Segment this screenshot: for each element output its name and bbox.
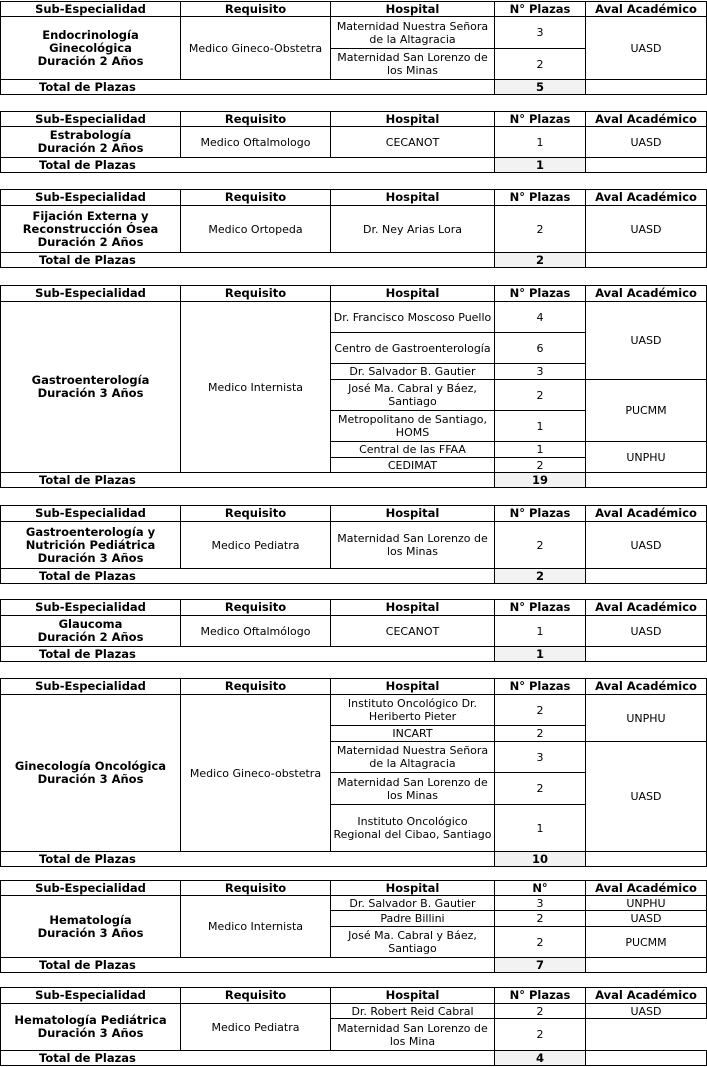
total-aval-empty: [586, 473, 707, 488]
total-value: 10: [495, 852, 586, 867]
total-row: [1, 958, 707, 973]
specialty-name: [1, 695, 181, 852]
plazas-cell: 3: [495, 896, 586, 911]
specialty-block: [0, 111, 706, 173]
specialty-line: Duración 3 Años: [37, 550, 144, 565]
specialty-line: Duración 2 Años: [37, 53, 144, 68]
hospital-cell: Maternidad San Lorenzo de los Minas: [331, 49, 495, 80]
hospital-cell: Maternidad San Lorenzo de los Minas: [331, 522, 495, 569]
header-sub-especialidad: Sub-Especialidad: [1, 190, 181, 206]
table-row: [1, 896, 707, 911]
header-aval: Aval Académico: [586, 600, 707, 616]
header-hospital: Hospital: [331, 600, 495, 616]
header-sub-especialidad: Sub-Especialidad: [1, 506, 181, 522]
table-header-row: [1, 190, 707, 206]
hospital-cell: Central de las FFAA: [331, 442, 495, 458]
total-aval-empty: [586, 958, 707, 973]
aval-cell: UASD: [586, 302, 707, 380]
total-row: [1, 852, 707, 867]
header-plazas: N° Plazas: [495, 506, 586, 522]
header-plazas: N° Plazas: [495, 679, 586, 695]
total-aval-empty: [586, 1051, 707, 1066]
specialty-line: Duración 3 Años: [37, 1026, 144, 1040]
aval-cell: UASD: [586, 911, 707, 927]
aval-cell: UASD: [586, 742, 707, 852]
aval-cell: UASD: [586, 1004, 707, 1019]
total-value: 5: [495, 80, 586, 95]
total-spacer: [181, 473, 495, 488]
requisito-cell: Medico Pediatra: [181, 1004, 331, 1051]
table-row: [1, 695, 707, 726]
header-plazas: N° Plazas: [495, 112, 586, 127]
table-row: [1, 302, 707, 333]
header-hospital: Hospital: [331, 2, 495, 17]
aval-cell: UNPHU: [586, 896, 707, 911]
hospital-cell: CEDIMAT: [331, 458, 495, 473]
header-hospital: Hospital: [331, 988, 495, 1004]
specialty-block: [0, 599, 706, 662]
aval-cell: UASD: [586, 206, 707, 253]
hospital-cell: Metropolitano de Santiago, HOMS: [331, 411, 495, 442]
plazas-cell: 2: [495, 773, 586, 805]
header-aval: Aval Académico: [586, 679, 707, 695]
plazas-cell: 1: [495, 127, 586, 158]
specialty-table: [0, 987, 707, 1066]
plazas-cell: 1: [495, 616, 586, 647]
table-row: [1, 522, 707, 569]
total-label: Total de Plazas: [1, 80, 181, 95]
total-label: Total de Plazas: [1, 569, 181, 584]
specialty-name: [1, 616, 181, 647]
requisito-cell: Medico Oftalmologo: [181, 127, 331, 158]
total-label: Total de Plazas: [1, 958, 181, 973]
aval-cell: UNPHU: [586, 695, 707, 742]
header-requisito: Requisito: [181, 2, 331, 17]
table-header-row: [1, 600, 707, 616]
header-aval: Aval Académico: [586, 2, 707, 17]
total-aval-empty: [586, 253, 707, 268]
header-sub-especialidad: Sub-Especialidad: [1, 286, 181, 302]
table-header-row: [1, 988, 707, 1004]
specialty-name: [1, 522, 181, 569]
requisito-cell: Medico Internista: [181, 302, 331, 473]
header-hospital: Hospital: [331, 506, 495, 522]
header-plazas: N°: [495, 881, 586, 896]
specialty-line: Ginecológica: [49, 40, 132, 55]
header-requisito: Requisito: [181, 600, 331, 616]
header-aval: Aval Académico: [586, 506, 707, 522]
total-label: Total de Plazas: [1, 647, 181, 662]
table-row: [1, 206, 707, 253]
specialty-block: [0, 1, 706, 95]
total-aval-empty: [586, 647, 707, 662]
specialty-block: [0, 987, 706, 1066]
total-value: 1: [495, 647, 586, 662]
plazas-cell: 2: [495, 1004, 586, 1019]
total-spacer: [181, 1051, 495, 1066]
specialty-name: [1, 127, 181, 158]
header-hospital: Hospital: [331, 112, 495, 127]
plazas-cell: 2: [495, 522, 586, 569]
table-header-row: [1, 881, 707, 896]
specialty-line: Duración 2 Años: [37, 630, 144, 644]
total-aval-empty: [586, 852, 707, 867]
specialty-line: Reconstrucción Ósea: [22, 221, 159, 236]
table-header-row: [1, 506, 707, 522]
header-sub-especialidad: Sub-Especialidad: [1, 679, 181, 695]
table-row: [1, 616, 707, 647]
header-aval: Aval Académico: [586, 988, 707, 1004]
plazas-cell: 2: [495, 380, 586, 411]
specialty-name: [1, 896, 181, 958]
plazas-cell: 2: [495, 911, 586, 927]
total-row: [1, 1051, 707, 1066]
total-spacer: [181, 569, 495, 584]
specialty-block: [0, 285, 706, 488]
table-row: [1, 17, 707, 49]
specialty-block: [0, 189, 706, 268]
header-aval: Aval Académico: [586, 112, 707, 127]
total-value: 19: [495, 473, 586, 488]
table-row: [1, 127, 707, 158]
plazas-cell: 1: [495, 411, 586, 442]
plazas-cell: 2: [495, 1019, 586, 1051]
header-requisito: Requisito: [181, 881, 331, 896]
total-value: 4: [495, 1051, 586, 1066]
total-spacer: [181, 80, 495, 95]
header-requisito: Requisito: [181, 286, 331, 302]
header-sub-especialidad: Sub-Especialidad: [1, 600, 181, 616]
hospital-cell: José Ma. Cabral y Báez, Santiago: [331, 927, 495, 958]
header-requisito: Requisito: [181, 112, 331, 127]
specialty-line: Gastroenterología y: [25, 524, 156, 539]
specialty-line: Duración 3 Años: [37, 772, 144, 786]
total-aval-empty: [586, 569, 707, 584]
aval-cell: PUCMM: [586, 927, 707, 958]
specialty-line: Duración 3 Años: [37, 925, 144, 940]
specialty-line: Estrabología: [49, 128, 132, 142]
total-spacer: [181, 958, 495, 973]
header-plazas: N° Plazas: [495, 286, 586, 302]
header-requisito: Requisito: [181, 679, 331, 695]
header-plazas: N° Plazas: [495, 190, 586, 206]
specialty-line: Hematología: [49, 912, 132, 927]
hospital-cell: Padre Billini: [331, 911, 495, 927]
specialty-name: [1, 1004, 181, 1051]
specialty-line: Gastroenterología: [31, 373, 150, 387]
aval-cell: UASD: [586, 127, 707, 158]
specialty-line: Duración 2 Años: [37, 141, 144, 155]
plazas-cell: 2: [495, 206, 586, 253]
total-spacer: [181, 852, 495, 867]
specialty-table: [0, 599, 707, 662]
hospital-cell: INCART: [331, 726, 495, 742]
table-header-row: [1, 286, 707, 302]
specialty-table: [0, 880, 707, 973]
specialty-line: Fijación Externa y: [32, 208, 149, 223]
hospital-cell: Dr. Ney Arias Lora: [331, 206, 495, 253]
plazas-cell: 2: [495, 726, 586, 742]
header-plazas: N° Plazas: [495, 2, 586, 17]
header-sub-especialidad: Sub-Especialidad: [1, 112, 181, 127]
total-row: [1, 569, 707, 584]
hospital-cell: Maternidad Nuestra Señora de la Altagracia: [331, 742, 495, 773]
hospital-cell: Maternidad Nuestra Señora de la Altagracia: [331, 17, 495, 49]
total-label: Total de Plazas: [1, 473, 181, 488]
total-value: 2: [495, 253, 586, 268]
total-spacer: [181, 647, 495, 662]
table-header-row: [1, 2, 707, 17]
specialty-table: [0, 285, 707, 488]
specialty-table: [0, 189, 707, 268]
total-value: 1: [495, 158, 586, 173]
total-row: [1, 80, 707, 95]
specialty-line: Hematología Pediátrica: [14, 1013, 167, 1027]
hospital-cell: CECANOT: [331, 127, 495, 158]
requisito-cell: Medico Gineco-obstetra: [181, 695, 331, 852]
plazas-cell: 3: [495, 364, 586, 380]
plazas-cell: 1: [495, 442, 586, 458]
aval-cell: UASD: [586, 616, 707, 647]
header-hospital: Hospital: [331, 679, 495, 695]
aval-cell: UASD: [586, 17, 707, 80]
header-requisito: Requisito: [181, 506, 331, 522]
plazas-cell: 2: [495, 927, 586, 958]
plazas-cell: 3: [495, 17, 586, 49]
specialty-line: Duración 3 Años: [37, 386, 144, 400]
plazas-cell: 2: [495, 49, 586, 80]
total-label: Total de Plazas: [1, 852, 181, 867]
requisito-cell: Medico Ortopeda: [181, 206, 331, 253]
total-value: 2: [495, 569, 586, 584]
requisito-cell: Medico Gineco-Obstetra: [181, 17, 331, 80]
specialty-table: [0, 111, 707, 173]
header-sub-especialidad: Sub-Especialidad: [1, 2, 181, 17]
total-aval-empty: [586, 158, 707, 173]
specialty-name: [1, 17, 181, 80]
header-sub-especialidad: Sub-Especialidad: [1, 988, 181, 1004]
total-row: [1, 647, 707, 662]
hospital-cell: Instituto Oncológico Regional del Cibao, Santiago: [331, 805, 495, 852]
total-row: [1, 473, 707, 488]
total-label: Total de Plazas: [1, 253, 181, 268]
table-header-row: [1, 679, 707, 695]
header-sub-especialidad: Sub-Especialidad: [1, 881, 181, 896]
requisito-cell: Medico Oftalmólogo: [181, 616, 331, 647]
hospital-cell: Maternidad San Lorenzo de los Minas: [331, 773, 495, 805]
aval-cell: UNPHU: [586, 442, 707, 473]
table-header-row: [1, 112, 707, 127]
plazas-cell: 1: [495, 805, 586, 852]
total-label: Total de Plazas: [1, 1051, 181, 1066]
hospital-cell: CECANOT: [331, 616, 495, 647]
header-plazas: N° Plazas: [495, 600, 586, 616]
header-aval: Aval Académico: [586, 286, 707, 302]
specialty-line: Endocrinología: [42, 27, 139, 42]
specialty-table: [0, 1, 707, 95]
total-row: [1, 158, 707, 173]
total-spacer: [181, 253, 495, 268]
aval-cell: PUCMM: [586, 380, 707, 442]
hospital-cell: Dr. Salvador B. Gautier: [331, 896, 495, 911]
specialty-name: [1, 302, 181, 473]
specialty-table: [0, 678, 707, 867]
header-hospital: Hospital: [331, 881, 495, 896]
hospital-cell: Maternidad San Lorenzo de los Mina: [331, 1019, 495, 1051]
hospital-cell: Dr. Salvador B. Gautier: [331, 364, 495, 380]
hospital-cell: Centro de Gastroenterología: [331, 333, 495, 364]
aval-cell: UASD: [586, 522, 707, 569]
total-label: Total de Plazas: [1, 158, 181, 173]
hospital-cell: Instituto Oncológico Dr. Heriberto Pieter: [331, 695, 495, 726]
specialty-table: [0, 505, 707, 584]
total-aval-empty: [586, 80, 707, 95]
plazas-cell: 2: [495, 458, 586, 473]
header-plazas: N° Plazas: [495, 988, 586, 1004]
total-spacer: [181, 158, 495, 173]
hospital-cell: Dr. Robert Reid Cabral: [331, 1004, 495, 1019]
hospital-cell: José Ma. Cabral y Báez, Santiago: [331, 380, 495, 411]
header-requisito: Requisito: [181, 190, 331, 206]
total-value: 7: [495, 958, 586, 973]
specialty-block: [0, 880, 706, 973]
specialty-line: Duración 2 Años: [37, 234, 144, 249]
specialty-line: Glaucoma: [58, 617, 123, 631]
header-requisito: Requisito: [181, 988, 331, 1004]
specialty-block: [0, 505, 706, 584]
table-row: [1, 1004, 707, 1019]
specialty-line: Nutrición Pediátrica: [25, 537, 156, 552]
specialty-block: [0, 678, 706, 867]
plazas-cell: 4: [495, 302, 586, 333]
requisito-cell: Medico Internista: [181, 896, 331, 958]
header-aval: Aval Académico: [586, 190, 707, 206]
header-aval: Aval Académico: [586, 881, 707, 896]
specialty-name: [1, 206, 181, 253]
requisito-cell: Medico Pediatra: [181, 522, 331, 569]
total-row: [1, 253, 707, 268]
header-hospital: Hospital: [331, 286, 495, 302]
specialty-line: Ginecología Oncológica: [14, 759, 167, 773]
plazas-cell: 2: [495, 695, 586, 726]
plazas-cell: 3: [495, 742, 586, 773]
hospital-cell: Dr. Francisco Moscoso Puello: [331, 302, 495, 333]
header-hospital: Hospital: [331, 190, 495, 206]
plazas-cell: 6: [495, 333, 586, 364]
